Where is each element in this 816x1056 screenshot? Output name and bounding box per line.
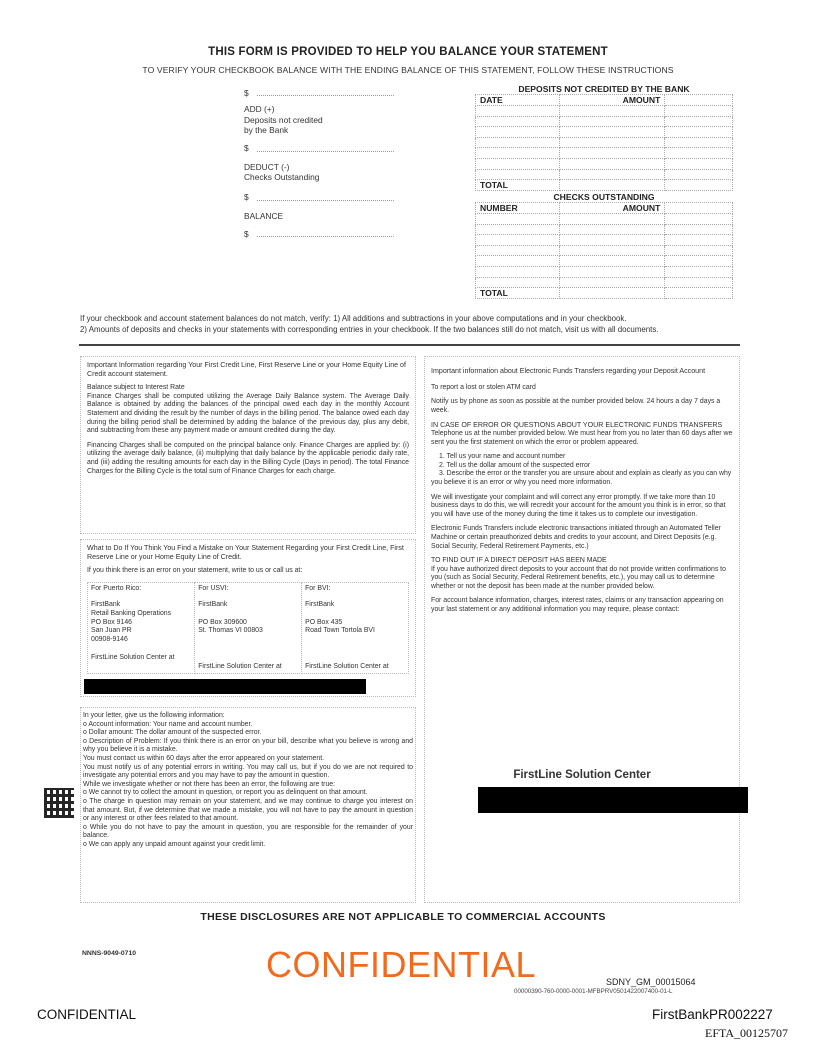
redaction-bar (84, 679, 366, 694)
table-row (476, 159, 733, 170)
confidential-stamp: CONFIDENTIAL (266, 944, 537, 985)
letter-line-10: o We can apply any unpaid amount against your credit limit. (83, 840, 266, 848)
document-code: 00000390-760-0000-0001-MFBPRV0501422007400-01-L (514, 988, 673, 995)
deposits-caption: DEPOSITS NOT CREDITED BY THE BANK (476, 84, 733, 95)
bates-number: FirstBankPR002227 (652, 1007, 773, 1022)
table-row (476, 214, 733, 225)
balance-label: BALANCE (244, 210, 284, 221)
eft-direct-heading: TO FIND OUT IF A DIRECT DEPOSIT HAS BEEN MADE (431, 557, 607, 565)
letter-line-4: You must contact us within 60 days after the error appeared on your statement. (83, 754, 325, 762)
eft-heading: Important information about Electronic Funds Transfers regarding your Deposit Account (431, 367, 706, 375)
qr-code-icon (44, 788, 74, 818)
table-row (476, 148, 733, 159)
starting-balance-line: $ (244, 86, 394, 98)
eft-steps (431, 453, 733, 470)
eft-case-text: Telephone us at the number provided below. We must hear from you no later than 60 days after we sent you the first statement on which the error or problem appeared. (431, 429, 733, 446)
eft-report: To report a lost or stolen ATM card (431, 383, 536, 391)
letter-info-box (80, 707, 416, 903)
letter-line-5: You must notify us of any potential errors in writing. You may call us, but if you do we are not required to investigate any potential errors and you may have to pay the amount in question. (83, 763, 413, 780)
address-bvi: For BVI: FirstBank PO Box 435 Road Town Tortola BVI FirstLine Solution Center at (302, 582, 409, 674)
sdny-number: SDNY_GM_00015064 (606, 977, 696, 987)
table-row (476, 106, 733, 117)
firstline-center-title: FirstLine Solution Center (513, 769, 651, 781)
address-usvi: For USVI: FirstBank PO Box 309600 St. Thomas VI 00803 FirstLine Solution Center at (195, 582, 302, 674)
credit-info-p2: Financing Charges shall be computed on the principal balance only. Finance Charges are applied by: (i) utilizing the average daily balance, (ii) multiplying that daily balance by the applicable periodic daily rate, and (iii) adding the resulting amounts for each day in the Billing Cycle (Days in period). The total Finance Charges for the Billing Cycle is the total sum of Finance Charges for each charge. (87, 441, 409, 475)
deposits-table (475, 84, 733, 191)
eft-investigate: We will investigate your complaint and will correct any error promptly. If we take more than 10 business days to do this, we will recredit your account for the amount you think is in error, so that you will have use of the money during the time it takes us to complete our investigation. (431, 493, 726, 518)
add-label: ADD (+) (244, 104, 275, 114)
eft-notify: Notify us by phone as soon as possible at the number provided below. 24 hours a day 7 days a week. (431, 398, 721, 414)
verify-line-1: If your checkbook and account statement balances do not match, verify: 1) All additions and subtractions in your above computations and in your checkbook. (80, 314, 627, 323)
checks-col-amount: AMOUNT (559, 203, 665, 214)
letter-line-3: o Description of Problem: If you think there is an error on your bill, describe what you believe is wrong and why you believe it is a mistake. (83, 737, 413, 754)
mistake-heading: What to Do If You Think You Find a Mistake on Your Statement Regarding your First Credit Line, First Reserve Line or your Home Equity Line of Credit. (87, 544, 404, 561)
mistake-box (80, 539, 416, 697)
letter-line-6: While we investigate whether or not there has been an error, the following are true: (83, 780, 336, 788)
deposits-col-amount: AMOUNT (559, 95, 665, 106)
address-table (87, 582, 409, 675)
table-row (476, 127, 733, 138)
verify-line-2: 2) Amounts of deposits and checks in your statements with corresponding entries in your checkbook. If the two balances still do not match, visit us with all documents. (80, 325, 659, 334)
add-amount-line: $ (244, 142, 394, 154)
table-row (476, 277, 733, 288)
add-section (244, 104, 394, 136)
commercial-disclaimer: THESE DISCLOSURES ARE NOT APPLICABLE TO COMMERCIAL ACCOUNTS (200, 911, 606, 923)
deduct-amount-line: $ (244, 191, 394, 203)
section-divider (79, 344, 740, 346)
eft-step-1: 1. Tell us your name and account number (439, 453, 566, 461)
eft-direct-text: If you have authorized direct deposits to your account that do not provide written confirmations to you (such as Social Security, Federal Retirement benefits, etc.), you may call us to determine whether or not the deposit has been made at the number provided below. (431, 565, 726, 590)
add-desc-1: Deposits not credited (244, 114, 323, 125)
credit-info-box (80, 356, 416, 534)
efta-number: EFTA_00125707 (705, 1026, 789, 1040)
deduct-section (244, 162, 394, 183)
credit-info-subheading: Balance subject to Interest Rate (87, 384, 185, 392)
deduct-label: DEDUCT (-) (244, 161, 290, 172)
table-row (476, 245, 733, 256)
verify-instructions (80, 313, 740, 335)
letter-line-2: o Dollar amount: The dollar amount of the suspected error. (83, 729, 262, 737)
form-title: THIS FORM IS PROVIDED TO HELP YOU BALANCE YOUR STATEMENT (208, 46, 608, 58)
checks-total-label: TOTAL (476, 288, 560, 299)
table-row (476, 137, 733, 148)
add-desc-2: by the Bank (244, 125, 289, 135)
deposits-col-date: DATE (476, 95, 560, 106)
letter-line-7: o We cannot try to collect the amount in question, or report you as delinquent on that amount. (83, 789, 368, 797)
eft-case-heading: IN CASE OF ERROR OR QUESTIONS ABOUT YOUR ELECTRONIC FUNDS TRANSFERS (431, 421, 723, 430)
table-row (476, 169, 733, 180)
table-row (476, 256, 733, 267)
table-row (476, 116, 733, 127)
deduct-desc: Checks Outstanding (244, 172, 320, 182)
form-code: NNNS-9049-0710 (82, 950, 137, 957)
eft-step-3: 3. Describe the error or the transfer you are unsure about and explain as clearly as you can why you believe it is an error or why you need more information. (431, 470, 732, 486)
form-subtitle: TO VERIFY YOUR CHECKBOOK BALANCE WITH THE ENDING BALANCE OF THIS STATEMENT, FOLLOW THESE INSTRUCTIONS (142, 65, 674, 75)
credit-info-heading: Important Information regarding Your First Credit Line, First Reserve Line or your Home Equity Line of Credit account statement. (87, 361, 406, 378)
balance-calculation (244, 86, 394, 245)
eft-balance-info: For account balance information, charges, interest rates, claims or any transaction appearing on your last statement or any additional information you may require, please contact: (431, 597, 724, 614)
checks-col-number: NUMBER (476, 203, 560, 214)
redaction-bar (478, 787, 748, 813)
credit-info-p1: Finance Charges shall be computed utilizing the Average Daily Balance system. The Average Daily Balance is obtained by adding the balances of the principal owed each day in the monthly Account Statement and dividing the result by the number of days in the billing period. The balance owed each day during the billing period shall be determined by adding the balance of the previous day, plus any debit, and subtracting from these any payment made or amount credited during the day. (87, 392, 409, 435)
eft-info-box (424, 356, 740, 903)
letter-line-1: o Account information: Your name and account number. (83, 720, 253, 728)
balance-amount-line: $ (244, 227, 394, 239)
mistake-intro: If you think there is an error on your statement, write to us or call us at: (87, 567, 303, 575)
confidential-footer: CONFIDENTIAL (37, 1007, 137, 1022)
table-row (476, 224, 733, 235)
checks-caption: CHECKS OUTSTANDING (476, 192, 733, 203)
table-row (476, 235, 733, 246)
address-pr: For Puerto Rico: FirstBank Retail Banking Operations PO Box 9146 San Juan PR 00908-9146 FirstLine Solution Center at (88, 582, 195, 674)
table-row (476, 267, 733, 278)
letter-line-8: o The charge in question may remain on your statement, and we may continue to charge you interest on that amount. But, if we determine that we made a mistake, you will not have to pay the amount in question or any interest or other fees related to that amount. (83, 797, 413, 823)
checks-table (475, 192, 733, 299)
letter-line-9: o While you do not have to pay the amount in question, you are responsible for the remainder of your balance. (83, 823, 413, 840)
eft-step-2: 2. Tell us the dollar amount of the suspected error (439, 461, 591, 469)
deposits-total-label: TOTAL (476, 180, 560, 191)
eft-electronic: Electronic Funds Transfers include electronic transactions initiated through an Automated Teller Machine or certain preauthorized debits and credits to your account, and Direct Deposits (e.g. Social Security, Federal Retirement Payments, etc.) (431, 525, 721, 550)
letter-line-0: In your letter, give us the following information: (83, 712, 225, 719)
